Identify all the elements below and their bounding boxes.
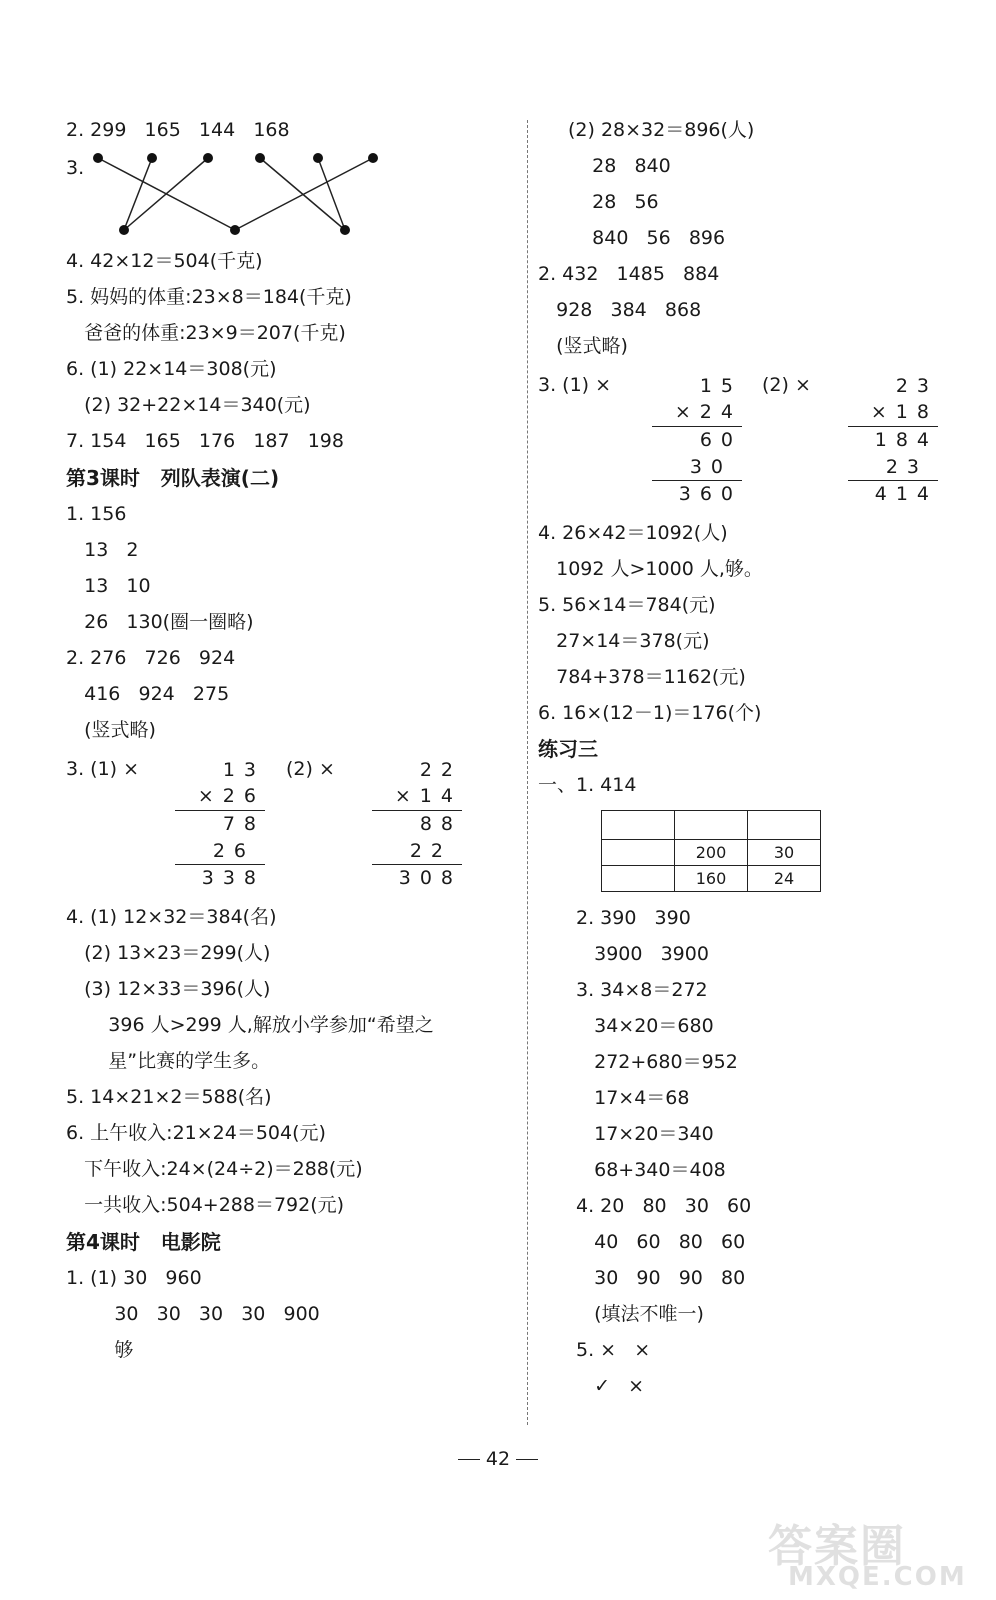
section-heading-exercise-3: 练习三 <box>538 737 598 761</box>
answer-line: 6. 上午收入:21×24＝504(元) <box>66 1122 326 1144</box>
answer-line: 1092 人>1000 人,够。 <box>538 558 763 580</box>
vertical-calculation: 15 ×24 60 30 360 <box>642 373 742 508</box>
answer-line: 28 56 <box>568 191 659 213</box>
answer-line: 4. 26×42＝1092(人) <box>538 522 728 544</box>
answer-line: 28 840 <box>568 155 671 177</box>
answer-line: 17×20＝340 <box>576 1123 714 1145</box>
answer-line: 30 30 30 30 900 <box>66 1303 320 1325</box>
answer-line: 17×4＝68 <box>576 1087 690 1109</box>
section-heading-lesson-3: 第3课时 列队表演(二) <box>66 466 280 490</box>
answer-line: 一共收入:504+288＝792(元) <box>66 1194 345 1216</box>
table-cell: 200 <box>675 840 748 866</box>
answer-line: 40 60 80 60 <box>576 1231 746 1253</box>
match-dot <box>230 225 240 235</box>
answer-line: 够 <box>66 1339 134 1361</box>
answer-line: 3. 34×8＝272 <box>576 979 708 1001</box>
answer-5-line: 5. 妈妈的体重:23×8＝184(千克) <box>66 286 352 308</box>
vertical-calculation: 13 ×26 78 26 338 <box>165 757 265 892</box>
answer-line: 星”比赛的学生多。 <box>66 1050 271 1072</box>
answer-line: ✓ × <box>576 1375 645 1397</box>
answer-line: 3900 3900 <box>576 943 709 965</box>
answer-5-line: 爸爸的体重:23×9＝207(千克) <box>66 322 346 344</box>
answer-line: 416 924 275 <box>66 683 230 705</box>
answer-line: 272+680＝952 <box>576 1051 738 1073</box>
answer-line: (竖式略) <box>66 719 156 741</box>
answer-line: 5. 56×14＝784(元) <box>538 594 716 616</box>
answer-3-label: 3. <box>66 157 85 179</box>
answer-line: 下午收入:24×(24÷2)＝288(元) <box>66 1158 363 1180</box>
answer-line: 784+378＝1162(元) <box>538 666 746 688</box>
answer-7-line: 7. 154 165 176 187 198 <box>66 430 344 452</box>
answer-line: 4. 20 80 30 60 <box>576 1195 752 1217</box>
answer-line: 2. 432 1485 884 <box>538 263 720 285</box>
answer-line: 26 130(圈一圈略) <box>66 611 254 633</box>
answer-table <box>601 810 821 892</box>
answer-line: 5. × × <box>576 1339 651 1361</box>
answer-line: (填法不唯一) <box>576 1303 704 1325</box>
table-cell <box>602 866 675 892</box>
answer-6-line: 6. (1) 22×14＝308(元) <box>66 358 277 380</box>
answer-line: 5. 14×21×2＝588(名) <box>66 1086 272 1108</box>
answer-line: 2. 276 726 924 <box>66 647 236 669</box>
table-cell <box>602 840 675 866</box>
answer-line: (2) 28×32＝896(人) <box>568 119 755 141</box>
match-dot <box>93 153 103 163</box>
table-cell: 30 <box>748 840 821 866</box>
table-cell: 160 <box>675 866 748 892</box>
answer-line: (竖式略) <box>538 335 628 357</box>
table-cell <box>675 811 748 840</box>
vertical-calculation: 23 ×18 184 23 414 <box>838 373 938 508</box>
page-number: 42 <box>0 1448 996 1470</box>
site-watermark: 答案圈 MXQE.COM <box>768 1521 967 1592</box>
match-dot <box>313 153 323 163</box>
table-cell <box>748 811 821 840</box>
answer-6-line: (2) 32+22×14＝340(元) <box>66 394 311 416</box>
answer-line: 6. 16×(12－1)＝176(个) <box>538 702 762 724</box>
table-cell <box>602 811 675 840</box>
answer-line: 396 人>299 人,解放小学参加“希望之 <box>66 1014 434 1036</box>
answer-line: (3) 12×33＝396(人) <box>66 978 271 1000</box>
matching-lines-diagram <box>90 150 385 240</box>
table-cell: 24 <box>748 866 821 892</box>
match-dot <box>119 225 129 235</box>
match-dot <box>255 153 265 163</box>
answer-line: 1. 156 <box>66 503 127 525</box>
answer-line: 27×14＝378(元) <box>538 630 710 652</box>
answer-line: (2) 13×23＝299(人) <box>66 942 271 964</box>
answer-line: 30 90 90 80 <box>576 1267 746 1289</box>
answer-line: 4. (1) 12×32＝384(名) <box>66 906 277 928</box>
match-dot <box>147 153 157 163</box>
answer-line: 34×20＝680 <box>576 1015 714 1037</box>
answer-line: 1. (1) 30 960 <box>66 1267 202 1289</box>
section-heading-lesson-4: 第4课时 电影院 <box>66 1230 221 1254</box>
answer-3-2-label: (2) × <box>286 758 335 780</box>
answer-3-1-label: 3. (1) × <box>538 374 612 396</box>
answer-line: 2. 390 390 <box>576 907 691 929</box>
vertical-calculation: 22 ×14 88 22 308 <box>362 757 462 892</box>
answer-line: 840 56 896 <box>568 227 726 249</box>
answer-3-2-label: (2) × <box>762 374 811 396</box>
answer-2-line: 2. 299 165 144 168 <box>66 119 290 141</box>
answer-line: 68+340＝408 <box>576 1159 726 1181</box>
match-dot <box>203 153 213 163</box>
answer-line: 一、1. 414 <box>538 774 637 796</box>
answer-4-line: 4. 42×12＝504(千克) <box>66 250 263 272</box>
answer-line: 928 384 868 <box>538 299 702 321</box>
answer-line: 13 2 <box>66 539 139 561</box>
match-dot <box>340 225 350 235</box>
column-divider <box>527 120 528 1425</box>
match-dot <box>368 153 378 163</box>
answer-3-1-label: 3. (1) × <box>66 758 140 780</box>
answer-line: 13 10 <box>66 575 151 597</box>
